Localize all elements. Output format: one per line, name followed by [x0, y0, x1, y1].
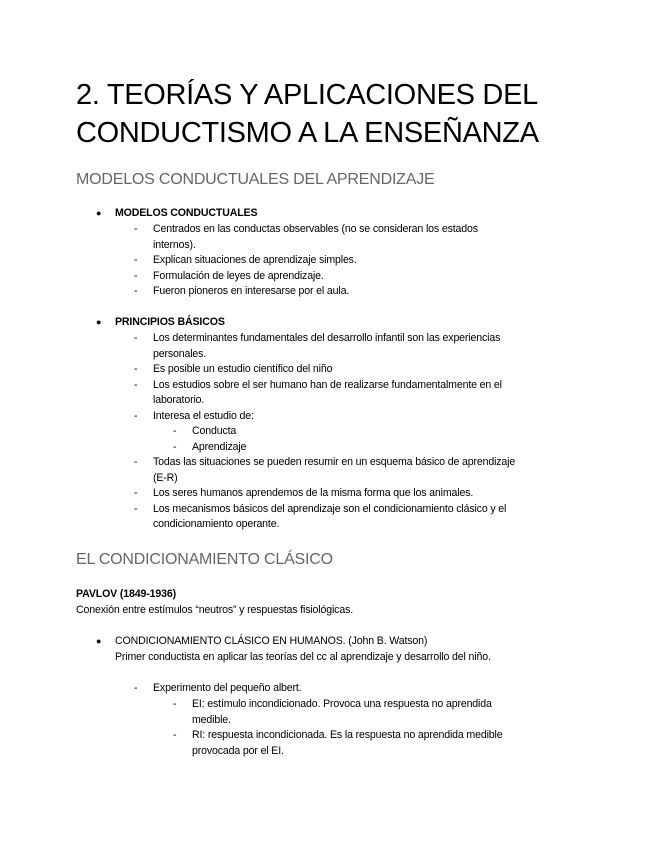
- section-heading-modelos: MODELOS CONDUCTUALES DEL APRENDIZAJE: [76, 171, 435, 188]
- section-heading-condicionamiento: EL CONDICIONAMIENTO CLÁSICO: [76, 551, 333, 568]
- list-item-text: Fueron pioneros en interesarse por el aula.: [153, 285, 350, 297]
- sub-list-item-text: Aprendizaje: [192, 440, 247, 453]
- dash-icon: -: [134, 409, 138, 422]
- list-item-text: Los seres humanos aprendemos de la misma forma que los animales.: [153, 487, 474, 499]
- list-item-text: Explican situaciones de aprendizaje simples.: [153, 254, 357, 266]
- dash-icon: -: [134, 363, 138, 375]
- list-item-text: Experimento del pequeño albert.: [153, 682, 302, 694]
- bullet-icon: ●: [96, 317, 102, 327]
- dash-icon: -: [134, 456, 138, 468]
- sub-list-item-text: provocada por el EI.: [192, 744, 284, 757]
- page-title-line-2: CONDUCTISMO A LA ENSEÑANZA: [76, 117, 539, 149]
- dash-icon: -: [134, 332, 138, 344]
- list-item-text: Los mecanismos básicos del aprendizaje son el condicionamiento clásico y el: [153, 502, 507, 515]
- list-item-text: Todas las situaciones se pueden resumir en un esquema básico de aprendizaje: [153, 456, 516, 468]
- list-item-text: Es posible un estudio científico del niño: [153, 363, 333, 375]
- pavlov-heading: PAVLOV (1849-1936): [76, 588, 176, 600]
- dash-icon: -: [134, 285, 138, 297]
- page-title-line-1: 2. TEORÍAS Y APLICACIONES DEL: [76, 79, 538, 111]
- list-item-text: condicionamiento operante.: [153, 518, 280, 530]
- list-item-text: personales.: [153, 347, 207, 360]
- dash-icon: -: [134, 269, 138, 282]
- list-item-text: Formulación de leyes de aprendizaje.: [153, 269, 324, 282]
- sub-list-item-text: RI: respuesta incondicionada. Es la respuesta no aprendida medible: [192, 729, 503, 741]
- list-item-text: (E-R): [153, 471, 178, 484]
- dash-icon: -: [173, 698, 177, 710]
- dash-icon: -: [134, 682, 138, 694]
- list-label-modelos: MODELOS CONDUCTUALES: [115, 207, 258, 219]
- dash-icon: -: [173, 729, 177, 741]
- bullet-icon: ●: [96, 208, 102, 218]
- list-item-text: Los estudios sobre el ser humano han de realizarse fundamentalmente en el: [153, 378, 502, 391]
- pavlov-description: Conexión entre estímulos “neutros” y respuestas fisiológicas.: [76, 604, 354, 616]
- bullet-icon: ●: [96, 636, 102, 646]
- dash-icon: -: [134, 378, 138, 391]
- list-label-humanos: CONDICIONAMIENTO CLÁSICO EN HUMANOS. (John B. Watson): [115, 635, 428, 647]
- sub-list-item-text: Conducta: [192, 425, 237, 437]
- list-item-text: internos).: [153, 238, 196, 251]
- humanos-description: Primer conductista en aplicar las teorías del cc al aprendizaje y desarrollo del niño.: [115, 651, 491, 663]
- dash-icon: -: [134, 223, 138, 235]
- dash-icon: -: [134, 254, 138, 266]
- list-label-principios: PRINCIPIOS BÁSICOS: [115, 316, 225, 328]
- dash-icon: -: [173, 425, 177, 437]
- list-item-text: Interesa el estudio de:: [153, 409, 254, 422]
- list-item-text: Centrados en las conductas observables (no se consideran los estados: [153, 223, 478, 235]
- dash-icon: -: [134, 487, 138, 499]
- sub-list-item-text: EI: estímulo incondicionado. Provoca una respuesta no aprendida: [192, 698, 492, 710]
- dash-icon: -: [134, 502, 138, 515]
- list-item-text: laboratorio.: [153, 394, 205, 406]
- list-item-text: Los determinantes fundamentales del desarrollo infantil son las experiencias: [153, 332, 501, 344]
- dash-icon: -: [173, 440, 177, 453]
- sub-list-item-text: medible.: [192, 713, 231, 726]
